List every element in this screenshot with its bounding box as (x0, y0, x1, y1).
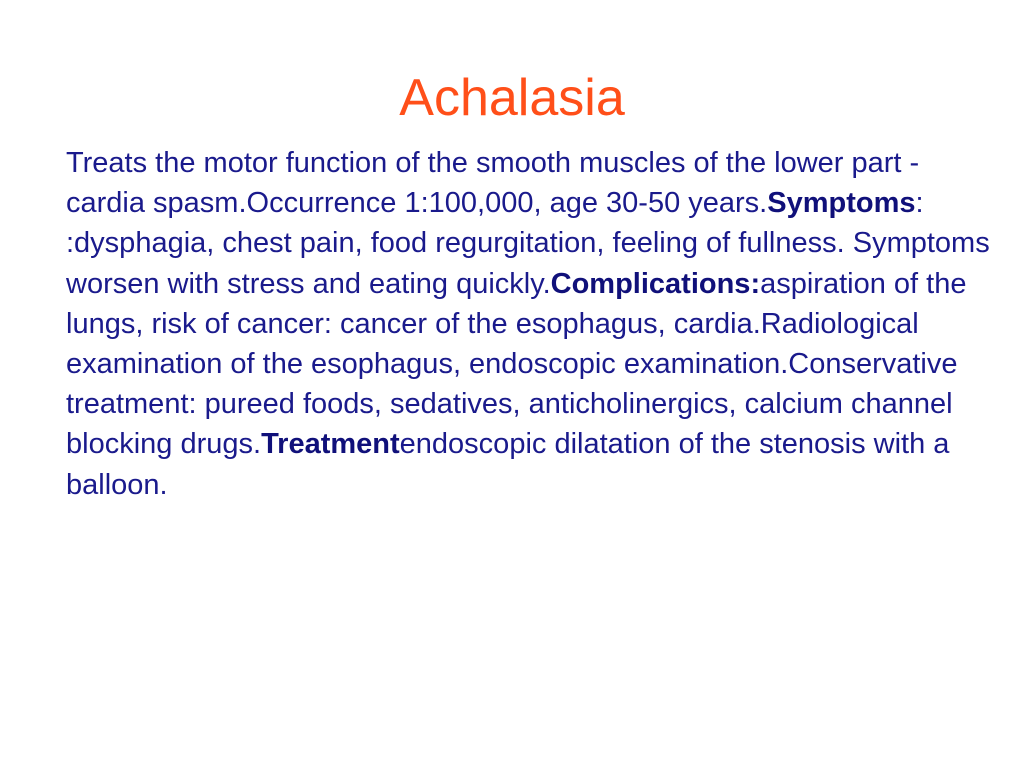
complications-text: aspiration of the lungs, risk of cancer: cancer of the esophagus, cardia.Radiological examination of the esophagus, endoscopic examination.Conservative treatment: pureed foods, sedatives, anticholinergics, calcium channel blocking drugs. (66, 267, 967, 461)
slide-body-text (66, 143, 996, 505)
treatment-text: endoscopic dilatation of the stenosis with a balloon. (66, 428, 950, 501)
treatment-heading: Treatment (261, 428, 400, 461)
complications-heading: Complications: (550, 267, 761, 300)
symptoms-text: : :dysphagia, chest pain, food regurgitation, feeling of fullness. Symptoms worsen with stress and eating quickly. (66, 187, 990, 300)
intro-text: Treats the motor function of the smooth muscles of the lower part - cardia spasm.Occurrence 1:100,000, age 30-50 years. (66, 147, 920, 220)
symptoms-heading: Symptoms (767, 187, 916, 220)
slide-title: Achalasia (399, 69, 625, 127)
